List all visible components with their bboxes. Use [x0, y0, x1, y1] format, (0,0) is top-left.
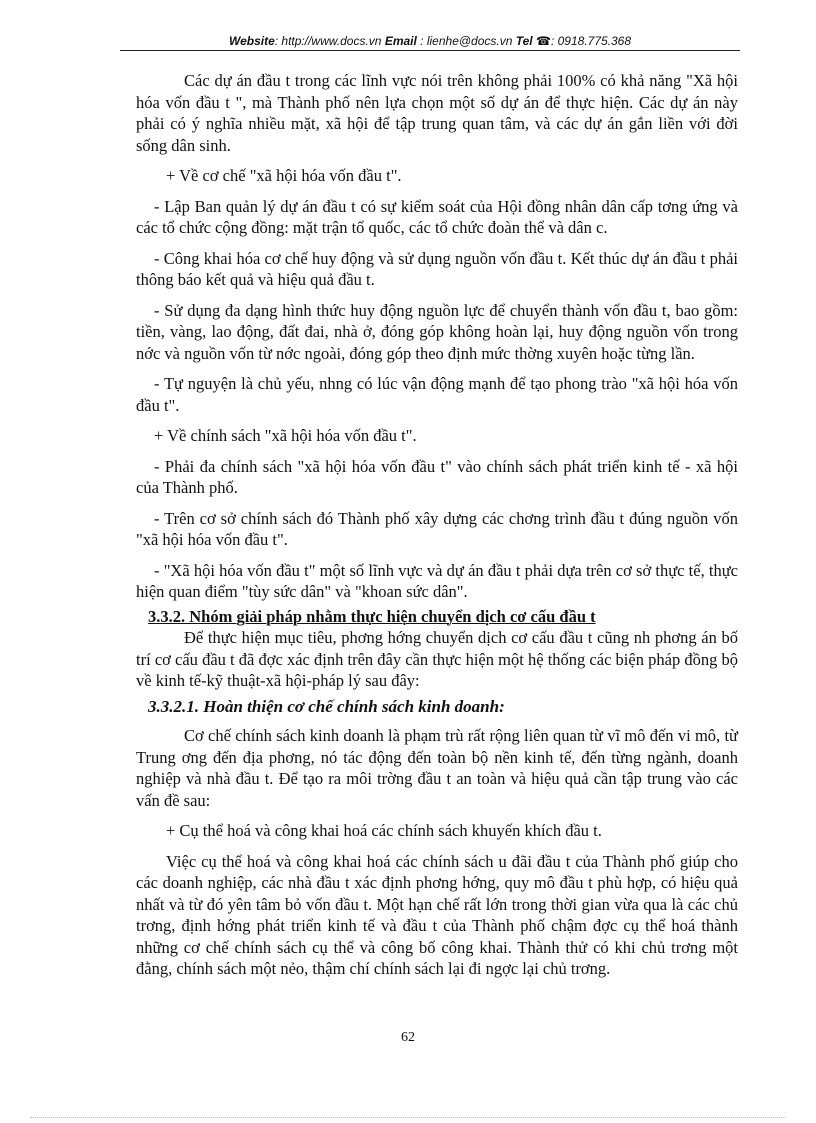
email-value: : lienhe@docs.vn [420, 34, 513, 48]
paragraph: - Trên cơ sở chính sách đó Thành phố xây dựng các chơng trình đầu t đúng nguồn vốn "xã hội hóa vốn đầu t". [136, 508, 738, 549]
paragraph: Các dự án đầu t trong các lĩnh vực nói trên không phải 100% có khả năng "Xã hội hóa vốn đầu t ", mà Thành phố nên lựa chọn một số dự án để thực hiện. Các dự án này phải có ý nghĩa nhiều mặt, xã hội để tập trung quan tâm, và các dự án gắn liền với đời sống dân sinh. [136, 71, 738, 155]
website-value: : http://www.docs.vn [274, 34, 382, 48]
tel-value: : 0918.775.368 [550, 34, 632, 48]
paragraph: Việc cụ thể hoá và công khai hoá các chính sách u đãi đầu t của Thành phố giúp cho các doanh nghiệp, các nhà đầu t xác định phơng hớng, quy mô đầu t phù hợp, có hiệu quả nhất và từ đó yên tâm bỏ vốn đầu t. Một hạn chế rất lớn trong thời gian vừa qua là các chủ trơng, định hớng phát triển kinh tế và đầu t của Thành phố chậm đợc cụ thể hoá thành những cơ chế chính sách cụ thể và công bố công khai. Thành thử có khi chủ trơng một đằng, chính sách một nẻo, thậm chí chính sách lại đi ngợc lại chủ trơng. [136, 851, 738, 978]
header-divider [120, 50, 740, 51]
paragraph: Cơ chế chính sách kinh doanh là phạm trù rất rộng liên quan từ vĩ mô đến vi mô, từ Trung ơng đến địa phơng, nó tác động đến toàn bộ nền kinh tế, đến từng ngành, doanh nghiệp và nhà đầu t. Để tạo ra môi trờng đầu t an toàn và hiệu quả cần tập trung vào các vấn đề sau: [136, 726, 738, 810]
paragraph: - Sử dụng đa dạng hình thức huy động nguồn lực để chuyển thành vốn đầu t, bao gồm: tiền, vàng, lao động, đất đai, nhà ở, đóng góp không hoàn lại, huy động nguồn vốn trong nớc và nguồn vốn từ nớc ngoài, đóng góp theo định mức thờng xuyên hoặc từng lần. [136, 300, 738, 363]
phone-icon: ☎ [536, 34, 551, 48]
section-heading: 3.3.2. Nhóm giải pháp nhằm thực hiện chuyển dịch cơ cấu đầu t [148, 606, 596, 626]
paragraph: - Công khai hóa cơ chế huy động và sử dụng nguồn vốn đầu t. Kết thúc dự án đầu t phải thông báo kết quả và hiệu quả đầu t. [136, 248, 738, 289]
footer-divider [30, 1117, 786, 1118]
page-number: 62 [401, 1030, 415, 1045]
paragraph: - "Xã hội hóa vốn đầu t" một số lĩnh vực và dự án đầu t phải dựa trên cơ sở thực tế, thực hiện quan điểm "tùy sức dân" và "khoan sức dân". [136, 560, 738, 601]
paragraph: + Về cơ chế "xã hội hóa vốn đầu t". [166, 166, 402, 185]
section-intro: Để thực hiện mục tiêu, phơng hớng chuyển dịch cơ cấu đầu t cũng nh phơng án bố trí cơ cấu đầu t đã đợc xác định trên đây cần thực hiện một hệ thống các biện pháp đồng bộ về kinh tế-kỹ thuật-xã hội-pháp lý sau đây: [136, 628, 738, 690]
paragraph: + Cụ thể hoá và công khai hoá các chính sách khuyến khích đầu t. [166, 821, 602, 840]
subsection-heading: 3.3.2.1. Hoàn thiện cơ chế chính sách kinh doanh: [148, 696, 505, 716]
paragraph: - Phải đa chính sách "xã hội hóa vốn đầu t" vào chính sách phát triển kinh tế - xã hội của Thành phố. [136, 456, 738, 497]
paragraph: - Lập Ban quản lý dự án đầu t có sự kiểm soát của Hội đồng nhân dân cấp tơng ứng và các tổ chức cộng đồng: mặt trận tổ quốc, các tổ chức đoàn thể và dân c. [136, 196, 738, 237]
paragraph: + Về chính sách "xã hội hóa vốn đầu t". [154, 426, 417, 445]
website-label: Website [228, 34, 275, 48]
page-header [120, 34, 740, 48]
paragraph: - Tự nguyện là chủ yếu, nhng có lúc vận động mạnh để tạo phong trào "xã hội hóa vốn đầu t". [136, 374, 738, 415]
tel-label: Tel [515, 34, 533, 48]
body-text [136, 70, 738, 989]
email-label: Email [384, 34, 417, 48]
